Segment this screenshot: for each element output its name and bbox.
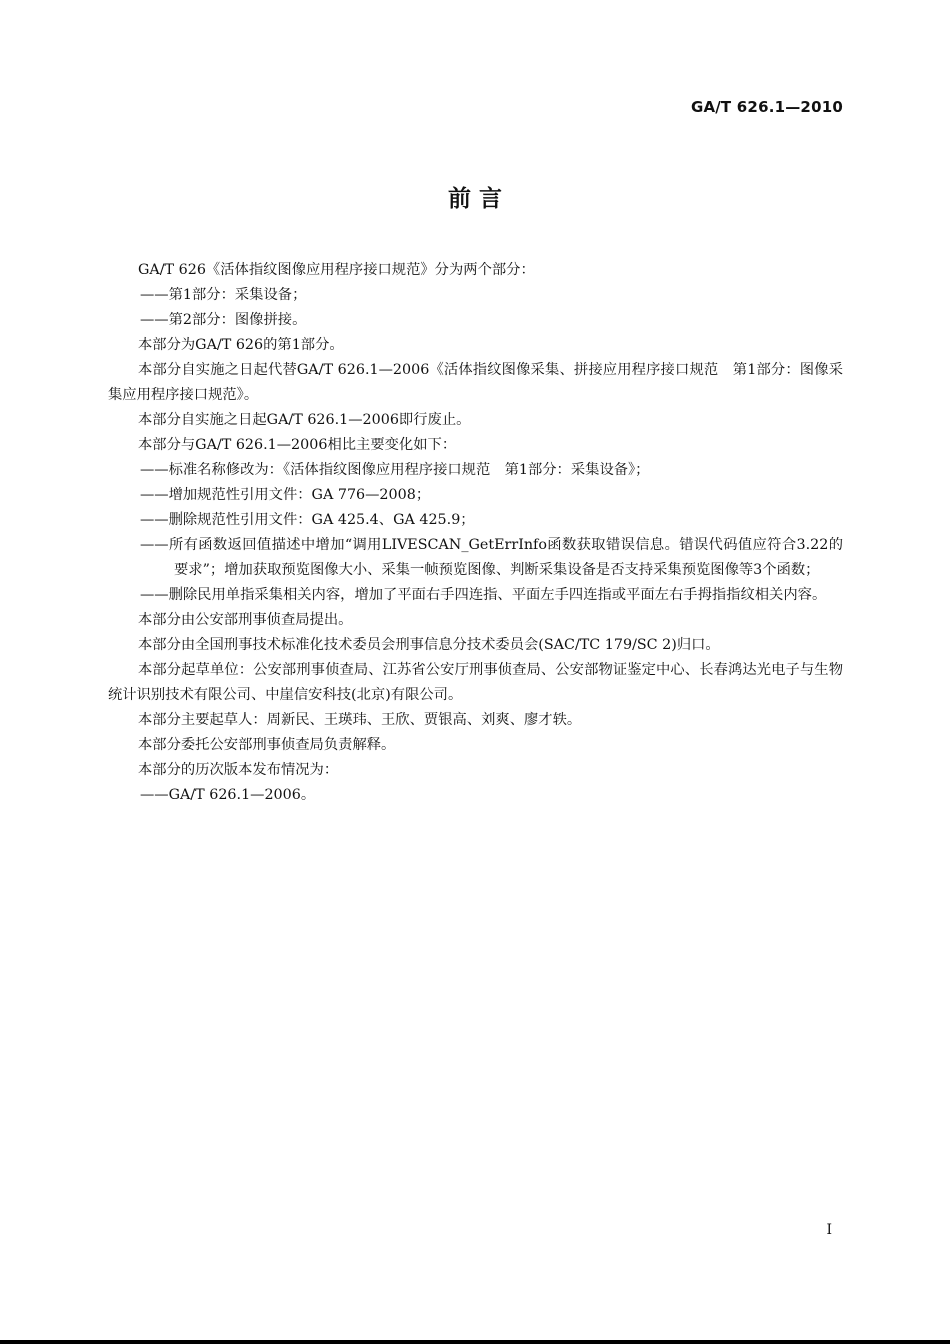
- paragraph: 本部分由全国刑事技术标准化技术委员会刑事信息分技术委员会(SAC/TC 179/SC 2)归口。: [138, 637, 720, 653]
- paragraph: 本部分自实施之日起GA/T 626.1—2006即行废止。: [138, 412, 471, 428]
- paragraph: GA/T 626《活体指纹图像应用程序接口规范》分为两个部分：: [138, 262, 535, 278]
- standard-number: GA/T 626.1—2010: [690, 98, 843, 116]
- foreword-content: [108, 258, 843, 808]
- list-item: ——第1部分：采集设备；: [140, 287, 307, 303]
- list-item: ——所有函数返回值描述中增加“调用LIVESCAN_GetErrInfo函数获取错误信息。错误代码值应符合3.22的要求”；增加获取预览图像大小、采集一帧预览图像、判断采集设备是否支持采集预览图像等3个函数；: [140, 537, 843, 578]
- page-title: 前 言: [447, 186, 502, 212]
- list-item: ——增加规范性引用文件：GA 776—2008；: [140, 487, 431, 503]
- paragraph: 本部分自实施之日起代替GA/T 626.1—2006《活体指纹图像采集、拼接应用程序接口规范 第1部分：图像采集应用程序接口规范》。: [108, 362, 843, 403]
- paragraph: 本部分为GA/T 626的第1部分。: [138, 337, 344, 353]
- list-item: ——标准名称修改为：《活体指纹图像应用程序接口规范 第1部分：采集设备》；: [140, 462, 650, 478]
- bottom-border: [0, 1340, 950, 1344]
- paragraph: 本部分与GA/T 626.1—2006相比主要变化如下：: [138, 437, 457, 453]
- list-item: ——删除民用单指采集相关内容，增加了平面右手四连指、平面左手四连指或平面左右手拇指指纹相关内容。: [140, 587, 827, 603]
- paragraph: 本部分主要起草人：周新民、王瑛玮、王欣、贾银高、刘爽、廖才轶。: [138, 712, 582, 728]
- paragraph: 本部分起草单位：公安部刑事侦查局、江苏省公安厅刑事侦查局、公安部物证鉴定中心、长春鸿达光电子与生物统计识别技术有限公司、中崖信安科技(北京)有限公司。: [108, 662, 843, 703]
- list-item: ——删除规范性引用文件：GA 425.4、GA 425.9；: [140, 512, 475, 528]
- list-item: ——第2部分：图像拼接。: [140, 312, 307, 328]
- page-number: I: [826, 1222, 832, 1238]
- paragraph: 本部分的历次版本发布情况为：: [138, 762, 339, 778]
- list-item: ——GA/T 626.1—2006。: [140, 787, 316, 803]
- paragraph: 本部分由公安部刑事侦查局提出。: [138, 612, 353, 628]
- paragraph: 本部分委托公安部刑事侦查局负责解释。: [138, 737, 396, 753]
